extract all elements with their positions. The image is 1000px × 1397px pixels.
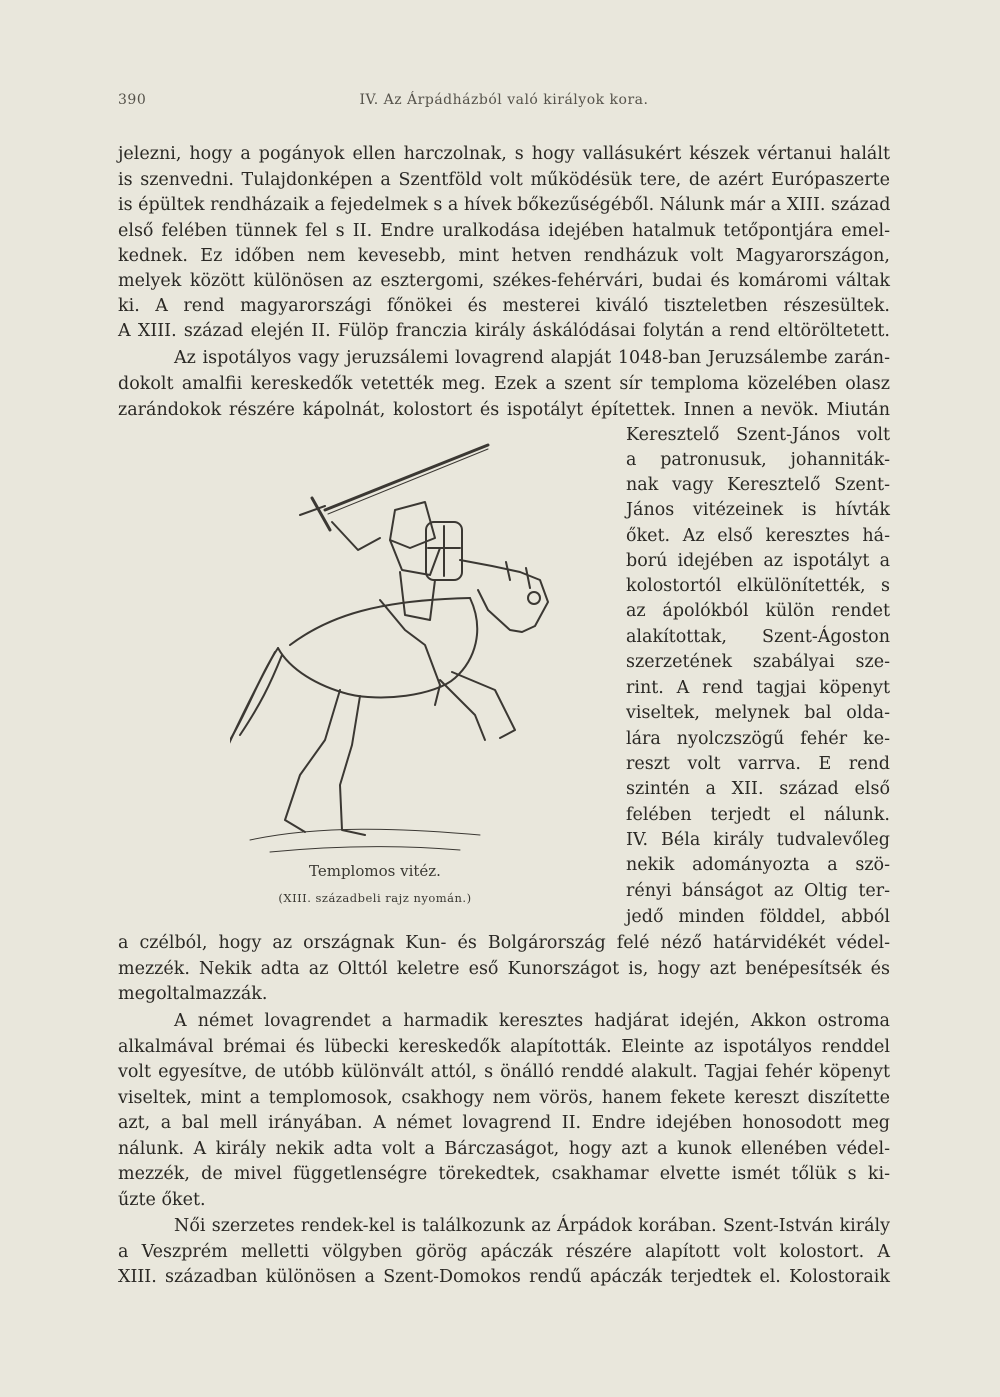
text-line: szintén a XII. század első <box>626 779 890 799</box>
text-line: a patronusuk, johanniták- <box>626 450 890 470</box>
text-line: őket. Az első keresztes há- <box>626 526 890 546</box>
text-line: szerzetének szabályai sze- <box>626 652 890 672</box>
text-line: dokolt amalfii kereskedők vetették meg. Ezek a szent sír temploma közelében olasz <box>118 374 890 394</box>
text-line: alkalmával brémai és lübecki kereskedők alapították. Eleinte az ispotályos renddel <box>118 1037 890 1057</box>
running-head: IV. Az Árpádházból való királyok kora. <box>359 92 649 108</box>
text-line: nak vagy Keresztelő Szent- <box>626 475 890 495</box>
figure-caption: Templomos vitéz. <box>309 862 441 880</box>
text-line: első felében tünnek fel s II. Endre uralkodása idejében hatalmuk tetőpontjára emel- <box>118 221 890 241</box>
page-header <box>118 92 890 114</box>
text-line: A XIII. század elején II. Fülöp franczia király áskálódásai folytán a rend eltöröltetett. <box>118 321 890 341</box>
text-line: melyek között különösen az esztergomi, székes-fehérvári, budai és komáromi váltak <box>118 271 890 291</box>
text-line: alakítottak, Szent-Ágoston <box>626 627 890 647</box>
text-line: megoltalmazzák. <box>118 984 268 1004</box>
text-line: Az ispotályos vagy jeruzsálemi lovagrend alapját 1048-ban Jeruzsálembe zarán- <box>174 348 890 368</box>
text-line: mezzék, de mivel függetlenségre törekedtek, csakhamar elvette ismét tőlük s ki- <box>118 1164 890 1184</box>
text-line: XIII. században különösen a Szent-Domokos rendű apáczák terjedtek el. Kolostoraik <box>118 1267 890 1287</box>
text-line: kednek. Ez időben nem kevesebb, mint hetven rendházuk volt Magyarországon, <box>118 246 890 266</box>
text-line: lára nyolczszögű fehér ke- <box>626 729 890 749</box>
text-line: űzte őket. <box>118 1190 206 1210</box>
text-line: viseltek, melynek bal olda- <box>626 703 890 723</box>
text-line: ború idejében az ispotályt a <box>626 551 890 571</box>
text-line: rényi bánságot az Oltig ter- <box>626 881 890 901</box>
text-line: is szenvedni. Tulajdonképen a Szentföld volt működésük tere, de azért Európaszerte <box>118 170 890 190</box>
text-line: felében terjedt el nálunk. <box>626 805 890 825</box>
figure-source-note: (XIII. századbeli rajz nyomán.) <box>278 891 472 905</box>
text-line: A német lovagrendet a harmadik keresztes hadjárat idején, Akkon ostroma <box>174 1011 890 1031</box>
text-line: IV. Béla király tudvalevőleg <box>626 830 890 850</box>
text-line: János vitézeinek is hívták <box>626 500 890 520</box>
text-line: Női szerzetes rendek-kel is találkozunk az Árpádok korában. Szent-István király <box>174 1216 890 1236</box>
text-line: rint. A rend tagjai köpenyt <box>626 678 890 698</box>
text-line: Keresztelő Szent-János volt <box>626 425 890 445</box>
templar-knight-illustration <box>230 440 610 860</box>
text-line: jedő minden földdel, abból <box>626 907 890 927</box>
text-line: volt egyesítve, de utóbb különvált attól, s önálló renddé alakult. Tagjai fehér köpenyt <box>118 1062 890 1082</box>
text-line: az ápolókból külön rendet <box>626 601 890 621</box>
page-number: 390 <box>118 92 147 108</box>
text-line: mezzék. Nekik adta az Olttól keletre eső Kunországot is, hogy azt benépesítsék és <box>118 959 890 979</box>
text-line: a czélból, hogy az országnak Kun- és Bolgárország felé néző határvidékét védel- <box>118 933 890 953</box>
text-line: jelezni, hogy a pogányok ellen harczolnak, s hogy vallásukért készek vértanui halált <box>118 144 890 164</box>
horseman-drawing <box>230 440 610 860</box>
text-line: nálunk. A király nekik adta volt a Bárczaságot, hogy azt a kunok ellenében védel- <box>118 1139 890 1159</box>
text-line: zarándokok részére kápolnát, kolostort és ispotályt építettek. Innen a nevök. Miután <box>118 400 890 420</box>
text-line: a Veszprém melletti völgyben görög apáczák részére alapított volt kolostort. A <box>118 1242 890 1262</box>
text-line: viseltek, mint a templomosok, csakhogy nem vörös, hanem fekete kereszt diszítette <box>118 1088 890 1108</box>
text-line: reszt volt varrva. E rend <box>626 754 890 774</box>
text-line: ki. A rend magyarországi főnökei és mesterei kiváló tiszteletben részesültek. <box>118 296 890 316</box>
text-line: nekik adományozta a szö- <box>626 855 890 875</box>
text-line: is épültek rendházaik a fejedelmek s a hívek bőkezűségéből. Nálunk már a XIII. század <box>118 195 891 215</box>
text-line: azt, a bal mell irányában. A német lovagrend II. Endre idejében honosodott meg <box>118 1113 890 1133</box>
text-line: kolostortól elkülönítették, s <box>626 576 890 596</box>
